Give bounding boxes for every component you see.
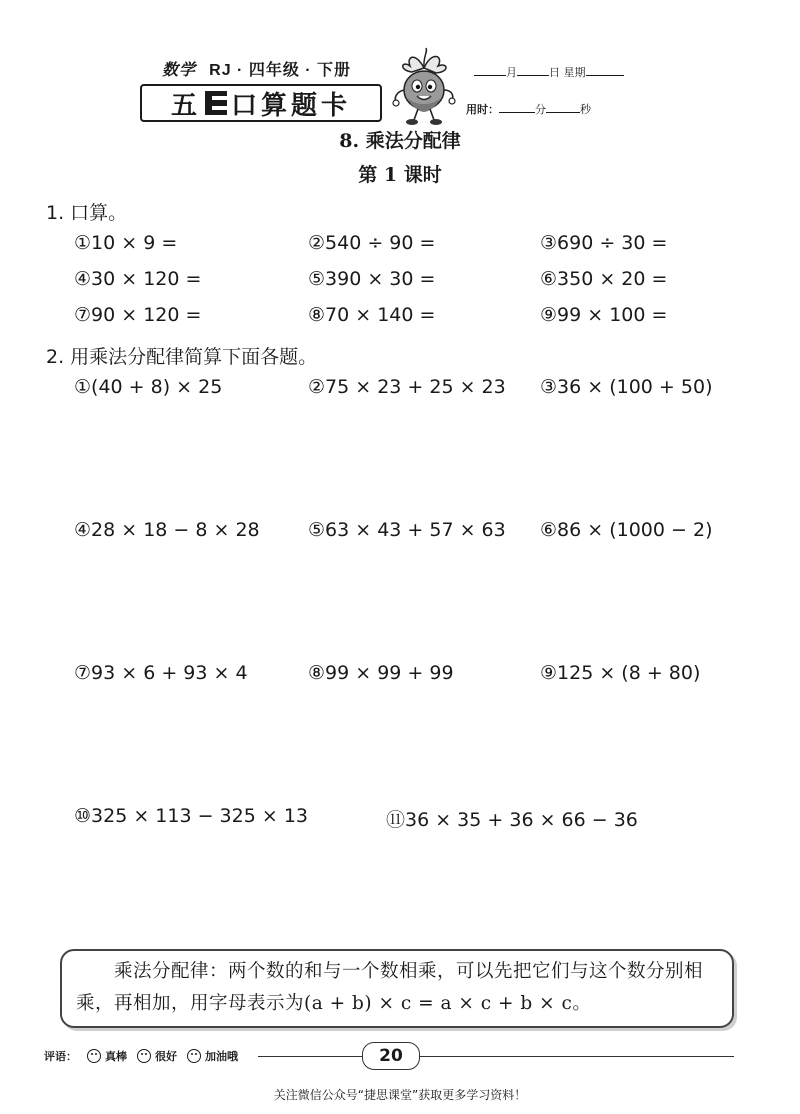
subject-label: 数学 RJ · 四年级 · 下册	[162, 60, 352, 79]
simplify-item: ①(40 + 8) × 25	[74, 376, 223, 398]
simplify-item: ⑤63 × 43 + 57 × 63	[308, 519, 506, 541]
date-field	[474, 64, 624, 80]
minutes-blank	[499, 102, 535, 113]
simplify-item: ⑦93 × 6 + 93 × 4	[74, 662, 248, 684]
mental-math-item: ⑧70 × 140 =	[308, 304, 436, 326]
simplify-item: ⑥86 × (1000 − 2)	[540, 519, 713, 541]
mental-math-item: ⑥350 × 20 =	[540, 268, 668, 290]
letter-e-logo	[205, 91, 227, 115]
time-field	[466, 101, 591, 117]
mental-math-item: ⑤390 × 30 =	[308, 268, 436, 290]
simplify-item: ⑪36 × 35 + 36 × 66 − 36	[386, 809, 638, 831]
time-label: 用时：	[466, 103, 499, 116]
comment-ratings	[44, 1048, 238, 1064]
mental-math-item: ④30 × 120 =	[74, 268, 202, 290]
mental-math-item: ②540 ÷ 90 =	[308, 232, 436, 254]
radish-mascot-icon	[388, 46, 460, 128]
simplify-item: ③36 × (100 + 50)	[540, 376, 713, 398]
simplify-item: ⑧99 × 99 + 99	[308, 662, 454, 684]
simplify-item: ⑨125 × (8 + 80)	[540, 662, 701, 684]
workbook-title	[140, 84, 382, 122]
minutes-label: 分	[535, 103, 546, 116]
seconds-label: 秒	[580, 103, 591, 116]
month-label: 月	[506, 66, 517, 79]
footer-note: 关注微信公众号“捷思课堂”获取更多学习资料！	[273, 1088, 527, 1102]
section1-heading: 1. 口算。	[46, 202, 128, 224]
mental-math-item: ①10 × 9 =	[74, 232, 178, 254]
day-label: 日	[549, 66, 560, 79]
title-part2: 口算题卡	[231, 90, 352, 121]
month-blank	[474, 65, 506, 76]
lesson-title: 8. 乘法分配律	[339, 130, 461, 152]
footer-divider	[258, 1056, 734, 1057]
weekday-blank	[586, 65, 624, 76]
good-face-icon	[137, 1049, 151, 1063]
title-part1: 五	[170, 90, 201, 121]
distributive-law-rule: 乘法分配律：两个数的和与一个数相乘，可以先把它们与这个数分别相乘，再相加，用字母表示为(a + b) × c = a × c + b × c。	[76, 961, 704, 1014]
simplify-item: ②75 × 23 + 25 × 23	[308, 376, 506, 398]
simplify-item: ④28 × 18 − 8 × 28	[74, 519, 260, 541]
page-number: 20	[362, 1042, 420, 1070]
simplify-item: ⑩325 × 113 − 325 × 13	[74, 805, 309, 827]
mental-math-item: ③690 ÷ 30 =	[540, 232, 668, 254]
rating-great: 真棒	[105, 1050, 127, 1063]
section2-heading: 2. 用乘法分配律简算下面各题。	[46, 346, 318, 368]
rating-good: 很好	[155, 1050, 177, 1063]
day-blank	[517, 65, 549, 76]
letter-e-icon	[205, 91, 227, 115]
mental-math-item: ⑨99 × 100 =	[540, 304, 668, 326]
comment-label: 评语：	[44, 1050, 77, 1063]
weekday-label: 星期	[563, 66, 586, 79]
mental-math-item: ⑦90 × 120 =	[74, 304, 202, 326]
rating-keep-going: 加油哦	[205, 1050, 238, 1063]
cheer-face-icon	[187, 1049, 201, 1063]
seconds-blank	[546, 102, 580, 113]
lesson-subtitle: 第 1 课时	[358, 164, 442, 186]
great-face-icon	[87, 1049, 101, 1063]
